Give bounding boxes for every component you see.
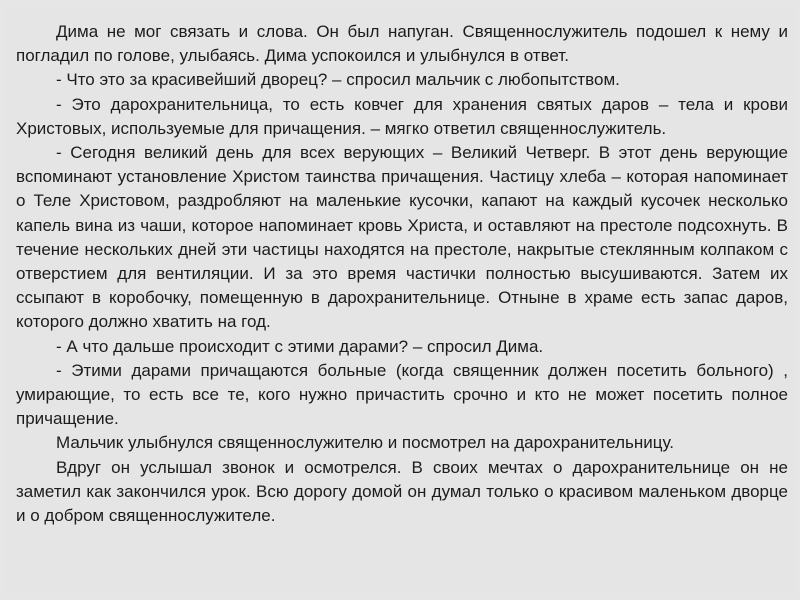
paragraph-6: - Этими дарами причащаются больные (когда священник должен посетить больного) , умирающие, то есть все те, кого нужно причастить срочно и кто не может посетить полное причащение. <box>16 360 788 429</box>
paragraph-5: - А что дальше происходит с этими дарами? – спросил Дима. <box>56 336 544 356</box>
paragraph-4: - Сегодня великий день для всех верующих – Великий Четверг. В этот день верующие вспоминают установление Христом таинства причащения. Частицу хлеба – которая напоминает о Теле Христовом, раздробляют на маленькие кусочки, капают на каждый кусочек несколько капель вина из чаши, которое напоминает кровь Христа, и оставляют на престоле подсохнуть. В течение нескольких дней эти частицы находятся на престоле, накрытые стеклянным колпаком с отверстием для вентиляции. И за это время частички полностью высушиваются. Затем их ссыпают в коробочку, помещенную в дарохранительнице. Отныне в храме есть запас даров, которого должно хватить на год. <box>16 143 788 332</box>
paragraph-1: Дима не мог связать и слова. Он был напуган. Священнослужитель подошел к нему и погладил по голове, улыбаясь. Дима успокоился и улыбнулся в ответ. <box>16 22 788 66</box>
paragraph-7: Мальчик улыбнулся священнослужителю и посмотрел на дарохранительницу. <box>56 433 674 453</box>
paragraph-3: - Это дарохранительница, то есть ковчег для хранения святых даров – тела и крови Христовых, используемые для причащения. – мягко ответил священнослужитель. <box>16 94 788 138</box>
paragraph-2: - Что это за красивейший дворец? – спросил мальчик с любопытством. <box>56 70 620 90</box>
document-page <box>6 6 794 594</box>
story-text <box>16 20 788 528</box>
paragraph-8: Вдруг он услышал звонок и осмотрелся. В своих мечтах о дарохранительнице он не заметил как закончился урок. Всю дорогу домой он думал только о красивом маленьком дворце и о добром священнослужителе. <box>16 457 788 526</box>
